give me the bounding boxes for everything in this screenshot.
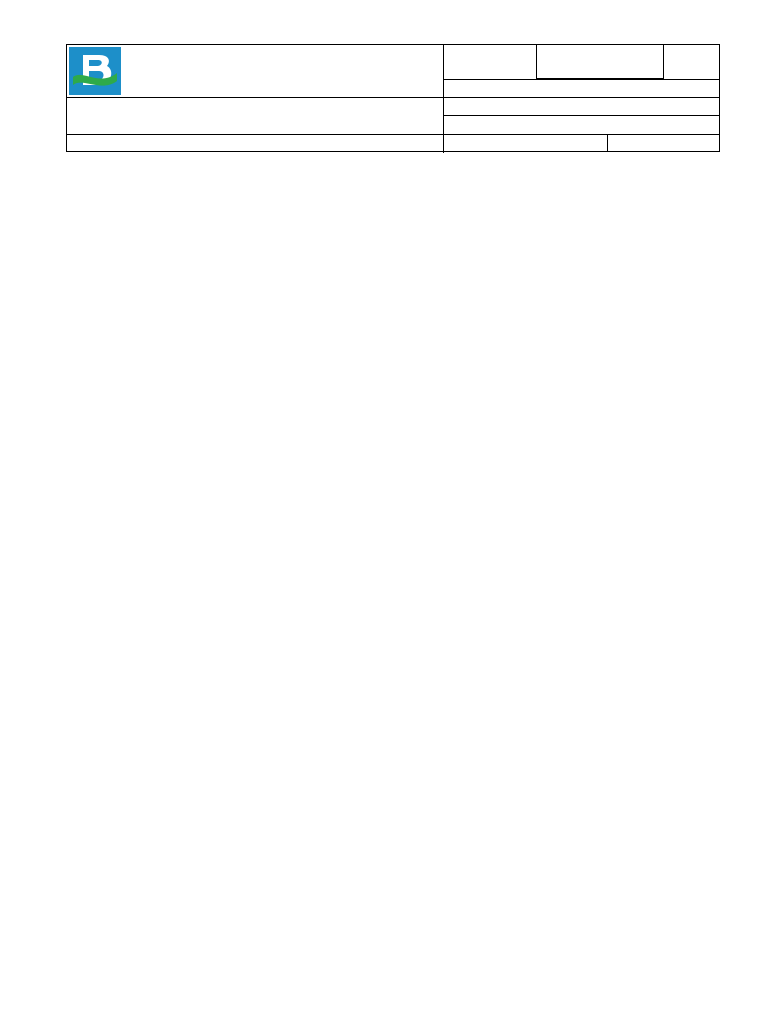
- divider: [443, 45, 444, 153]
- divider: [607, 134, 608, 152]
- divider: [67, 97, 719, 98]
- divider: [536, 78, 664, 80]
- divider: [67, 134, 719, 135]
- divider: [663, 45, 664, 79]
- divider: [536, 45, 537, 79]
- divider: [443, 115, 719, 116]
- bentley-logo: [69, 47, 121, 95]
- header-block: [66, 44, 720, 152]
